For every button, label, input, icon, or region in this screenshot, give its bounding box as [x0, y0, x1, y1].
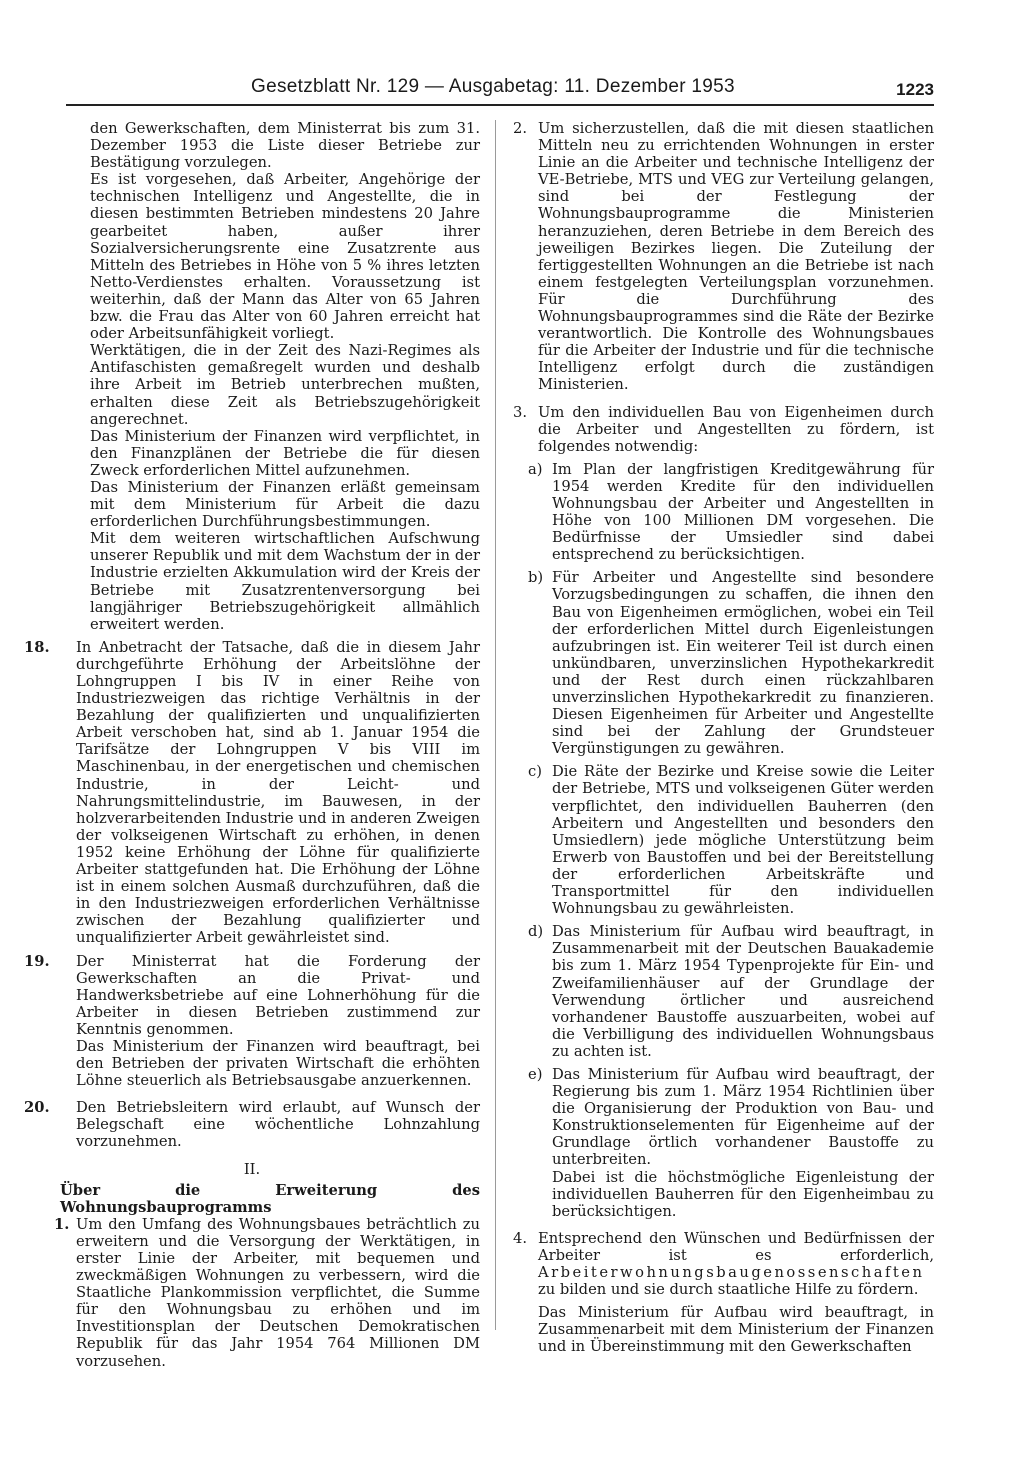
numbered-item-19 — [24, 953, 480, 1038]
sub-item-e — [507, 1066, 934, 1169]
paragraph: den Gewerkschaften, dem Ministerrat bis zum 31. Dezember 1953 die Liste dieser Betriebe zur Bestätigung vorzulegen. — [90, 120, 480, 172]
emphasized-term: Arbeiterwohnungsbaugenossenschaften — [538, 1264, 925, 1281]
sub-item-letter: d) — [528, 923, 544, 941]
paragraph: Dabei ist die höchstmögliche Eigenleistung der individuellen Bauherren für den Eigenheimbau zu berücksichtigen. — [552, 1168, 934, 1220]
item-number: 2. — [513, 120, 528, 137]
paragraph: Das Ministerium für Aufbau wird beauftragt, in Zusammenarbeit mit dem Ministerium der Finanzen und in Übereinstimmung mit den Gewerkschaften — [538, 1304, 934, 1356]
paragraph: Das Ministerium der Finanzen wird beauftragt, bei den Betrieben der privaten Wirtschaft die erhöhten Löhne steuerlich als Betriebsausgabe anzuerkennen. — [76, 1037, 480, 1090]
numbered-item-1 — [24, 1216, 480, 1370]
paragraph: Werktätigen, die in der Zeit des Nazi-Regimes als Antifaschisten gemaßregelt wurden und deshalb ihre Arbeit im Betrieb unterbrechen mußten, erhalten diese Zeit als Betriebszugehörigkeit angerechnet. — [90, 342, 480, 428]
paragraph: Das Ministerium der Finanzen erläßt gemeinsam mit dem Ministerium für Arbeit die dazu erforderlichen Durchführungsbestimmungen. — [90, 478, 480, 531]
sub-item-text: Die Räte der Bezirke und Kreise sowie die Leiter der Betriebe, MTS und volkseigenen Güter werden verpflichtet, den individuellen Bauherren (den Arbeitern und Angestellten und besonders den Umsiedlern) jede mögliche Unterstützung beim Erwerb von Baustoffen und bei der Bereitstellung der erforderlichen Arbeitskräfte und Transportmittel für den individuellen Wohnungsbau zu gewährleisten. — [552, 763, 934, 918]
item-text: Der Ministerrat hat die Forderung der Gewerkschaften an die Privat- und Handwerksbetriebe auf eine Lohnerhöhung für die Arbeiter in diesen Betrieben zustimmend zur Kenntnis genommen. — [76, 952, 480, 1038]
section-heading: Über die Erweiterung des Wohnungsbauprogramms — [60, 1181, 480, 1216]
paragraph: Mit dem weiteren wirtschaftlichen Aufschwung unserer Republik und mit dem Wachstum der in der Industrie erzielten Akkumulation wird der Kreis der Betriebe mit Zusatzrentenversorgung bei langjähriger Betriebszugehörigkeit allmählich erweitert werden. — [90, 530, 480, 633]
sub-item-letter: a) — [528, 460, 543, 478]
section-number: II. — [243, 1160, 261, 1178]
right-column — [507, 120, 934, 1355]
numbered-item-3 — [507, 404, 934, 455]
column-divider — [495, 120, 496, 1330]
page-number: 1223 — [896, 80, 934, 99]
item-number: 1. — [54, 1215, 70, 1233]
sub-item-b — [507, 569, 934, 757]
item-number: 20. — [24, 1099, 50, 1117]
item-text: In Anbetracht der Tatsache, daß die in diesem Jahr durchgeführte Erhöhung der Arbeitslöhne der Lohngruppen I bis IV in einer Reihe von Industriezweigen das richtige Verhältnis in der Bezahlung der qualifizierten und unqualifizierten Arbeit verschoben hat, sind ab 1. Januar 1954 die Tarifsätze der Lohngruppen V bis VIII im Maschinenbau, in der energetischen und chemischen Industrie, in der Leicht- und Nahrungsmittelindustrie, im Bauwesen, in der holzverarbeitenden Industrie und in anderen Zweigen der volkseigenen Wirtschaft zu erhöhen, in denen 1952 keine Erhöhung der Löhne für qualifizierte Arbeiter stattgefunden hat. Die Erhöhung der Löhne ist in einem solchen Ausmaß durchzuführen, daß die in den Industriezweigen erforderlichen Verhältnisse zwischen der Bezahlung qualifizierter und unqualifizierter Arbeit gewährleistet sind. — [76, 638, 480, 947]
left-column — [24, 120, 480, 1370]
sub-item-letter: e) — [528, 1065, 543, 1083]
item-number: 3. — [513, 403, 528, 421]
item-text: Entsprechend den Wünschen und Bedürfnissen der Arbeiter ist es erforderlich, — [538, 1229, 934, 1264]
sub-item-text: Für Arbeiter und Angestellte sind besondere Vorzugsbedingungen zu schaffen, die ihnen den Bau von Eigenheimen ermöglichen, wobei ein Teil der erforderlichen Mittel durch Eigenleistungen aufzubringen ist. Ein weiterer Teil ist durch einen unkündbaren, unverzinslichen Hypothekarkredit und der Rest durch einen rückzahlbaren unverzinslichen Hypothekarkredit zu finanzieren. Diesen Eigenheimen für Arbeiter und Angestellte sind bei der Zahlung der Grundsteuer Vergünstigungen zu gewähren. — [552, 569, 934, 758]
header-title: Gesetzblatt Nr. 129 — Ausgabetag: 11. Dezember 1953 — [251, 76, 735, 97]
item-number: 4. — [513, 1229, 528, 1247]
item-text: Um den Umfang des Wohnungsbaues beträchtlich zu erweitern und die Versorgung der Werktätigen, in erster Linie der Arbeiter, mit bequemen und zweckmäßigen Wohnungen zu verbessern, wird die Staatliche Plankommission verpflichtet, die Summe für den Wohnungsbau zu erhöhen und im Investitionsplan der Deutschen Demokratischen Republik für das Jahr 1954 764 Millionen DM vorzusehen. — [76, 1215, 480, 1370]
sub-item-text: Im Plan der langfristigen Kreditgewährung für 1954 werden Kredite für den individuellen Wohnungsbau der Arbeiter und Angestellten in Höhe von 100 Millionen DM vorgesehen. Die Bedürfnisse der Umsiedler sind dabei entsprechend zu berücksichtigen. — [552, 460, 934, 564]
sub-item-a — [507, 461, 934, 564]
page-header — [66, 76, 934, 106]
sub-item-d — [507, 923, 934, 1060]
numbered-item-20 — [24, 1099, 480, 1150]
item-text: Um sicherzustellen, daß die mit diesen staatlichen Mitteln neu zu errichtenden Wohnungen in erster Linie an die Arbeiter und technische Intelligenz der VE-Betriebe, MTS und VEG zur Verteilung gelangen, sind bei der Festlegung der Wohnungsbauprogramme die Ministerien heranzuziehen, deren Betriebe in dem Bereich des jeweiligen Bezirkes liegen. Die Zuteilung der fertiggestellten Wohnungen an die Betriebe ist nach einem festgelegten Verteilungsplan vorzunehmen. Für die Durchführung des Wohnungsbauprogrammes sind die Räte der Bezirke verantwortlich. Die Kontrolle des Wohnungsbaues für die Arbeiter der Industrie und für die technische Intelligenz erfolgt durch die zuständigen Ministerien. — [538, 120, 934, 394]
sub-item-c — [507, 763, 934, 917]
numbered-item-2 — [507, 120, 934, 394]
paragraph: Es ist vorgesehen, daß Arbeiter, Angehörige der technischen Intelligenz und Angestellte, die in diesen bestimmten Betrieben mindestens 20 Jahre gearbeitet haben, außer ihrer Sozialversicherungsrente eine Zusatzrente aus Mitteln des Betriebes in Höhe von 5 % ihres letzten Netto-Verdienstes erhalten. Voraussetzung ist weiterhin, daß der Mann das Alter von 65 Jahren bzw. die Frau das Alter von 60 Jahren erreicht hat oder Arbeitsunfähigkeit vorliegt. — [90, 171, 480, 343]
numbered-item-4 — [507, 1230, 934, 1298]
sub-item-letter: c) — [528, 763, 542, 781]
item-text: zu bilden und sie durch staatliche Hilfe zu fördern. — [538, 1281, 919, 1299]
numbered-item-18 — [24, 639, 480, 947]
item-number: 18. — [24, 638, 50, 656]
item-text: Den Betriebsleitern wird erlaubt, auf Wunsch der Belegschaft eine wöchentliche Lohnzahlung vorzunehmen. — [76, 1099, 480, 1151]
item-text: Um den individuellen Bau von Eigenheimen durch die Arbeiter und Angestellten zu fördern, ist folgendes notwendig: — [538, 403, 934, 455]
sub-item-text: Das Ministerium für Aufbau wird beauftragt, in Zusammenarbeit mit der Deutschen Bauakademie bis zum 1. März 1954 Typenprojekte für Ein- und Zweifamilienhäuser auf der Grundlage der Verwendung örtlicher und ausreichend vorhandener Baustoffe auszuarbeiten, wobei auf die Verbilligung des individuellen Wohnungsbaus zu achten ist. — [552, 923, 934, 1060]
item-number: 19. — [24, 952, 50, 970]
sub-item-text: Das Ministerium für Aufbau wird beauftragt, der Regierung bis zum 1. März 1954 Richtlinien über die Organisierung der Produktion von Bau- und Konstruktionselementen für Eigenheime auf der Grundlage örtlich vorhandener Baustoffe zu unterbreiten. — [552, 1065, 934, 1169]
paragraph: Das Ministerium der Finanzen wird verpflichtet, in den Finanzplänen der Betriebe die für diesen Zweck erforderlichen Mittel aufzunehmen. — [90, 427, 480, 479]
sub-item-letter: b) — [528, 569, 544, 587]
